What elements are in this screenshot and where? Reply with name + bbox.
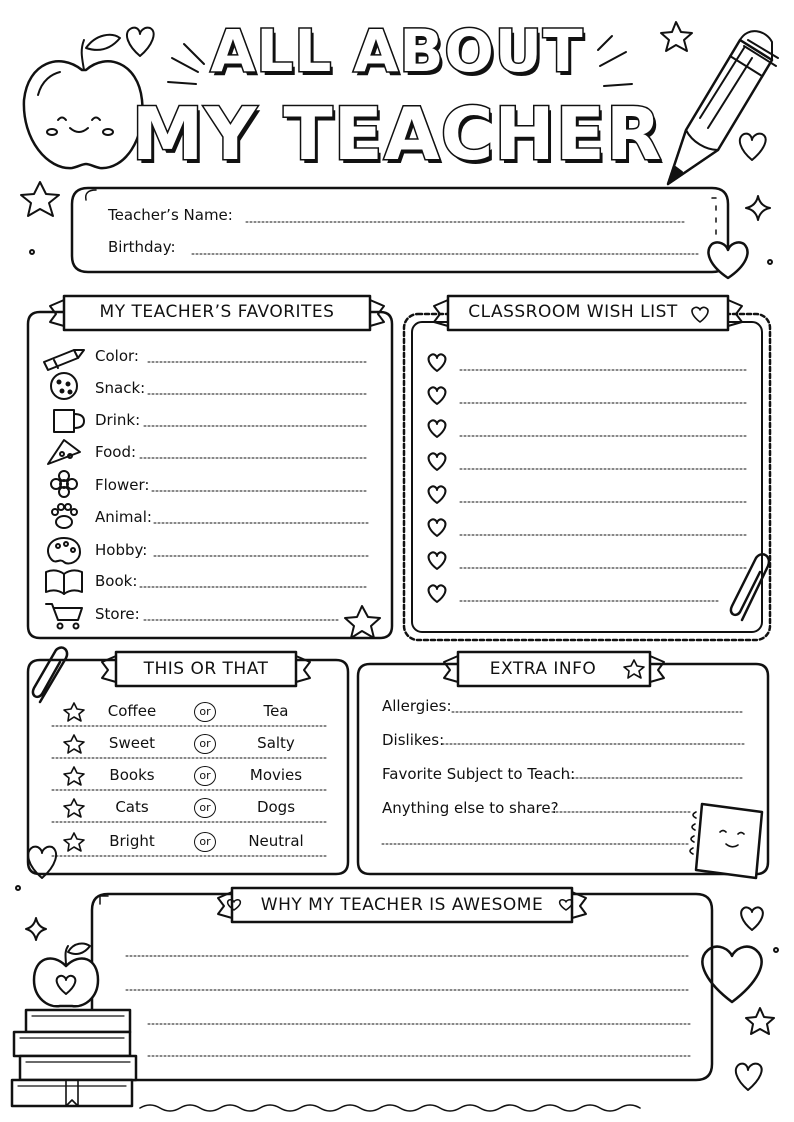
awesome-heading: WHY MY TEACHER IS AWESOME	[260, 895, 544, 915]
heart-icon	[736, 1064, 762, 1090]
paperclip-icon	[33, 648, 67, 702]
wishlist-heart-icon	[429, 420, 446, 437]
this-or-that-heading: THIS OR THAT	[143, 659, 269, 679]
favorite-label: Food:	[95, 443, 137, 461]
extra-info-field-label: Allergies:	[382, 697, 452, 715]
wishlist-heart-icon	[429, 585, 446, 602]
favorite-label: Book:	[95, 572, 138, 590]
that-option: Salty	[257, 734, 295, 752]
wishlist-heading: CLASSROOM WISH LIST	[468, 302, 678, 322]
favorite-label: Snack:	[95, 379, 146, 397]
favorite-label: Store:	[95, 605, 140, 623]
wishlist-heart-icon	[429, 486, 446, 503]
sparkle-icon	[746, 196, 770, 220]
that-option: Dogs	[256, 798, 296, 816]
or-bubble: or	[194, 766, 216, 786]
this-option: Coffee	[107, 702, 157, 720]
wishlist-heart-icon	[429, 552, 446, 569]
extra-info-field-label: Anything else to share?	[382, 799, 559, 817]
teacher-name-label: Teacher’s Name:	[108, 206, 233, 224]
that-option: Movies	[249, 766, 303, 784]
book-stack-with-apple-icon	[12, 944, 136, 1106]
awesome-box	[92, 888, 712, 1080]
favorite-label: Drink:	[95, 411, 141, 429]
teacher-info-box	[72, 188, 747, 278]
this-option: Cats	[115, 798, 149, 816]
notepad-mascot-icon	[690, 804, 762, 878]
mug-icon	[54, 410, 84, 432]
heart-icon	[741, 907, 763, 930]
extra-info-heading: EXTRA INFO	[489, 659, 597, 679]
this-option: Books	[109, 766, 155, 784]
paw-icon	[52, 504, 77, 528]
palette-icon	[48, 538, 80, 564]
wishlist-heart-icon	[429, 519, 446, 536]
star-icon	[746, 1008, 774, 1034]
favorite-label: Flower:	[95, 476, 150, 494]
favorite-label: Hobby:	[95, 541, 148, 559]
sparkle-icon	[26, 918, 46, 940]
extra-info-field-label: Dislikes:	[382, 731, 445, 749]
title-line-1: ALL ABOUT	[210, 17, 584, 85]
paperclip-icon	[731, 554, 769, 620]
that-option: Tea	[263, 702, 289, 720]
extra-info-field-label: Favorite Subject to Teach:	[382, 765, 576, 783]
this-option: Bright	[109, 832, 155, 850]
star-icon	[21, 182, 59, 216]
title-line-2: MY TEACHER	[131, 92, 663, 176]
wishlist-box	[404, 296, 770, 640]
birthday-label: Birthday:	[108, 238, 176, 256]
favorite-label: Animal:	[95, 508, 152, 526]
this-or-that-stars	[64, 703, 84, 851]
flower-icon	[51, 471, 77, 497]
or-bubble: or	[194, 798, 216, 818]
cookie-icon	[51, 373, 77, 399]
or-bubble: or	[194, 832, 216, 852]
crayon-icon	[44, 350, 84, 370]
open-book-icon	[46, 570, 82, 594]
star-icon	[345, 606, 380, 638]
pizza-icon	[48, 440, 80, 464]
wishlist-heart-icon	[429, 354, 446, 371]
wavy-divider	[140, 1105, 640, 1111]
wishlist-heart-icon	[429, 387, 446, 404]
this-option: Sweet	[108, 734, 156, 752]
favorites-lines	[140, 362, 368, 620]
favorites-heading: MY TEACHER’S FAVORITES	[99, 302, 335, 322]
cart-icon	[46, 604, 82, 629]
wishlist-heart-icon	[429, 453, 446, 470]
favorite-label: Color:	[95, 347, 139, 365]
or-bubble: or	[194, 734, 216, 754]
that-option: Neutral	[248, 832, 304, 850]
or-bubble: or	[194, 702, 216, 722]
